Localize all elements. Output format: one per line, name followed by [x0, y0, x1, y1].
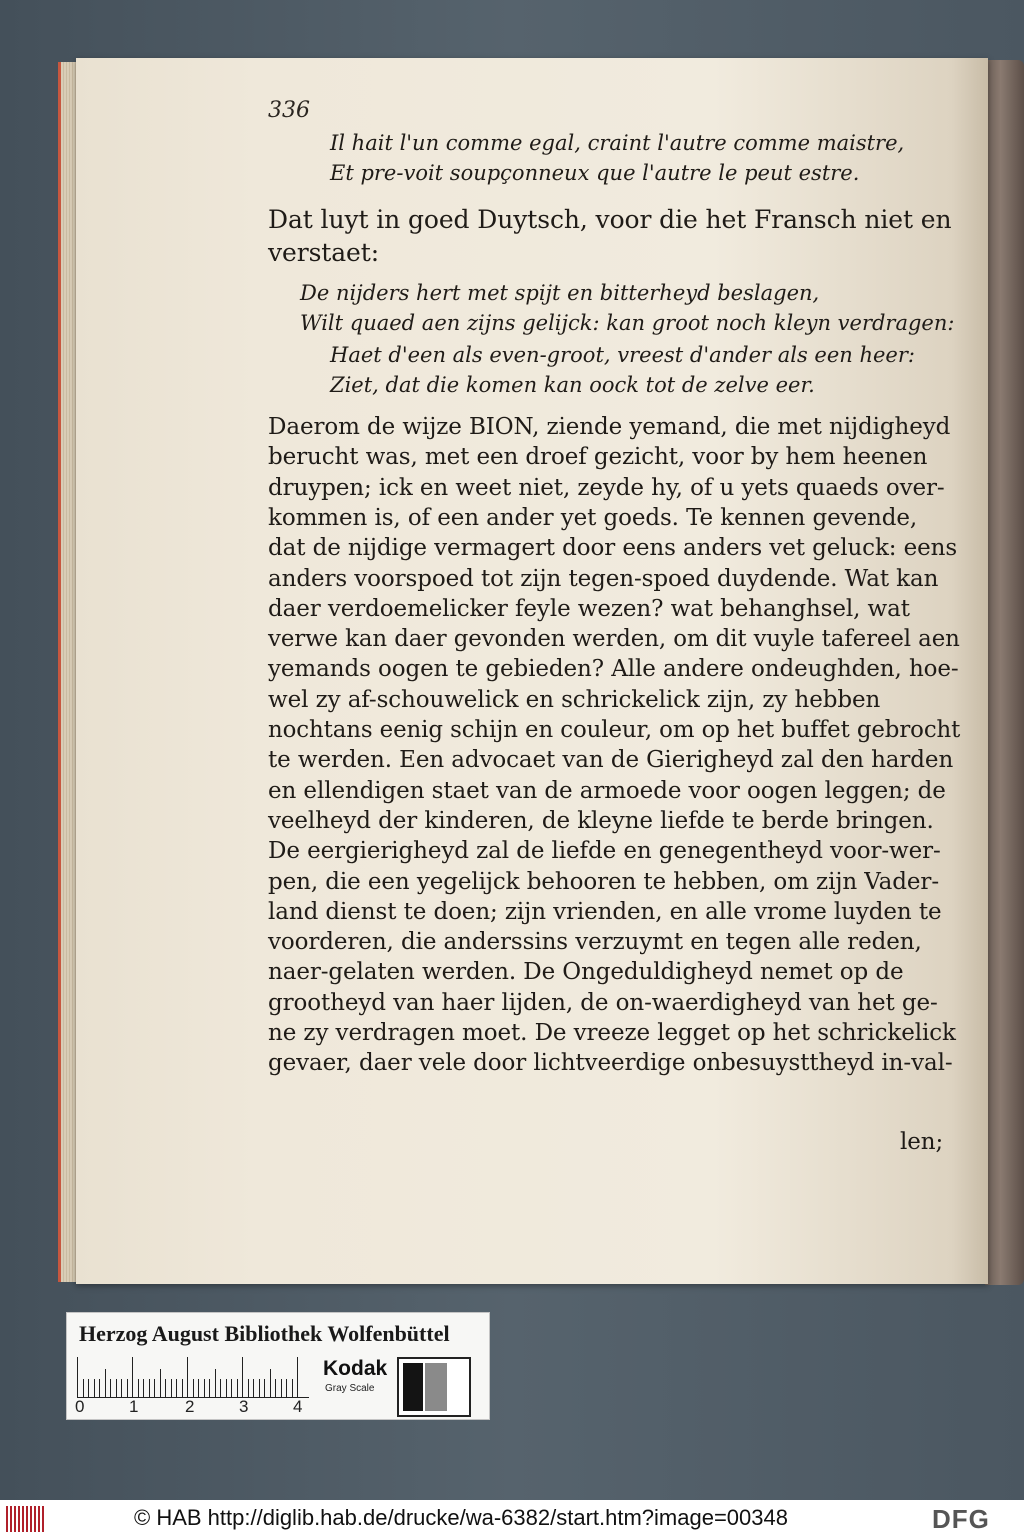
prose-line: daer verdoemelicker feyle wezen? wat behanghsel, wat	[268, 595, 910, 622]
ruler-tick	[237, 1379, 238, 1397]
ruler-tick	[149, 1379, 150, 1397]
verse-line: Il hait l'un comme egal, craint l'autre comme maistre,	[330, 131, 905, 155]
ruler-tick	[88, 1379, 89, 1397]
ruler-tick	[154, 1379, 155, 1397]
prose-line: ne zy verdragen moet. De vreeze legget op het schrickelick	[268, 1020, 956, 1046]
ruler-tick	[110, 1379, 111, 1397]
ruler-tick	[281, 1379, 282, 1397]
ruler-tick	[292, 1379, 293, 1397]
prose-line: yemands oogen te gebieden? Alle andere ondeughden, hoe-	[268, 656, 959, 683]
prose-line: Daerom de wijze BION, ziende yemand, die met nijdigheyd	[268, 414, 951, 440]
ruler-tick	[187, 1357, 188, 1397]
ruler-tick	[165, 1379, 166, 1397]
gray-scale-label: Gray Scale	[325, 1383, 375, 1394]
prose-line: dat de nijdige vermagert door eens anders vet geluck: eens	[268, 535, 958, 562]
ruler-tick	[215, 1369, 216, 1397]
prose-line: De eergierigheyd zal de liefde en genegentheyd voor-wer-	[268, 838, 941, 865]
scale-number: 1	[129, 1397, 139, 1416]
ruler-tick	[121, 1379, 122, 1397]
scale-ruler	[77, 1357, 309, 1398]
prose-line: veelheyd der kinderen, de kleyne liefde te berde bringen.	[268, 807, 934, 834]
prose-line: grootheyd van haer lijden, de on-waerdigheyd van het ge-	[268, 989, 938, 1016]
ruler-tick	[275, 1379, 276, 1397]
prose-line: voorderen, die anderssins verzuymt en tegen alle reden,	[268, 929, 922, 956]
prose-line: verstaet:	[268, 238, 380, 267]
ruler-tick	[138, 1379, 139, 1397]
verse-line: Haet d'een als even-groot, vreest d'ander als een heer:	[330, 343, 915, 367]
scale-number: 2	[185, 1397, 195, 1416]
ruler-tick	[143, 1379, 144, 1397]
ruler-tick	[248, 1379, 249, 1397]
ruler-tick	[99, 1379, 100, 1397]
ruler-tick	[116, 1379, 117, 1397]
ruler-tick	[176, 1379, 177, 1397]
prose-line: te werden. Een advocaet van de Gierigheyd zal den harden	[268, 747, 954, 774]
prose-line: naer-gelaten werden. De Ongeduldigheyd nemet op de	[268, 959, 904, 986]
ruler-tick	[132, 1357, 133, 1397]
library-name: Herzog August Bibliothek Wolfenbüttel	[79, 1321, 450, 1346]
book-cover-edge	[985, 60, 1024, 1285]
verse-line: Et pre-voit soupçonneux que l'autre le peut estre.	[330, 161, 860, 185]
prose-line: Dat luyt in goed Duytsch, voor die het Fransch niet en	[268, 205, 952, 234]
ruler-tick	[253, 1379, 254, 1397]
ruler-tick	[209, 1379, 210, 1397]
ruler-tick	[83, 1379, 84, 1397]
ruler-tick	[286, 1379, 287, 1397]
footer-credit-link[interactable]: © HAB http://diglib.hab.de/drucke/wa-6382/start.htm?image=00348	[134, 1505, 788, 1530]
page-number: 336	[268, 98, 310, 123]
prose-line: land dienst te doen; zijn vrienden, en alle vrome luyden te	[268, 898, 942, 925]
verse-line: Ziet, dat die komen kan oock tot de zelve eer.	[330, 373, 815, 397]
ruler-tick	[94, 1379, 95, 1397]
scale-number: 0	[75, 1397, 85, 1416]
prose-line: en ellendigen staet van de armoede voor oogen leggen; de	[268, 777, 946, 804]
ruler-tick	[270, 1369, 271, 1397]
prose-line: verwe kan daer gevonden werden, om dit vuyle tafereel aen	[268, 626, 960, 653]
prose-line: nochtans eenig schijn en couleur, om op het buffet gebrocht	[268, 717, 961, 743]
ruler-tick	[226, 1379, 227, 1397]
black-swatch	[403, 1363, 423, 1411]
ruler-tick	[259, 1379, 260, 1397]
prose-line: druypen; ick en weet niet, zeyde hy, of u yets quaeds over-	[268, 474, 945, 501]
catchword: len;	[900, 1129, 944, 1155]
ruler-tick	[127, 1379, 128, 1397]
scale-number: 4	[293, 1397, 303, 1416]
prose-line: pen, die een yegelijck behooren te hebben, om zijn Vader-	[268, 868, 939, 895]
ruler-tick	[77, 1357, 78, 1397]
scale-number: 3	[239, 1397, 249, 1416]
ruler-tick	[297, 1357, 298, 1397]
dfg-logo: DFG	[932, 1504, 990, 1534]
prose-line: gevaer, daer vele door lichtveerdige onbesuysttheyd in-val-	[268, 1050, 953, 1077]
ruler-tick	[231, 1379, 232, 1397]
ruler-tick	[220, 1379, 221, 1397]
color-calibration-chart	[66, 1312, 490, 1420]
prose-line: berucht was, met een droef gezicht, voor by hem heenen	[268, 444, 928, 471]
ruler-tick	[171, 1379, 172, 1397]
prose-line: kommen is, of een ander yet goeds. Te kennen gevende,	[268, 504, 918, 531]
verse-line: Wilt quaed aen zijns gelijck: kan groot noch kleyn verdragen:	[300, 311, 955, 335]
verse-line: De nijders hert met spijt en bitterheyd beslagen,	[300, 281, 820, 305]
prose-line: wel zy af-schouwelick en schrickelick zijn, zy hebben	[268, 686, 881, 713]
ruler-tick	[182, 1379, 183, 1397]
ruler-tick	[264, 1379, 265, 1397]
ruler-tick	[198, 1379, 199, 1397]
kodak-brand: Kodak	[323, 1357, 388, 1380]
gray-swatches	[397, 1357, 471, 1417]
ruler-tick	[204, 1379, 205, 1397]
ruler-tick	[242, 1357, 243, 1397]
ruler-tick	[193, 1379, 194, 1397]
ruler-tick	[160, 1369, 161, 1397]
ruler-tick	[105, 1369, 106, 1397]
hab-barcode-icon	[6, 1506, 46, 1532]
footer-bar	[0, 1500, 1024, 1537]
prose-line: anders voorspoed tot zijn tegen-spoed duydende. Wat kan	[268, 565, 939, 592]
gray-swatch	[425, 1363, 447, 1411]
